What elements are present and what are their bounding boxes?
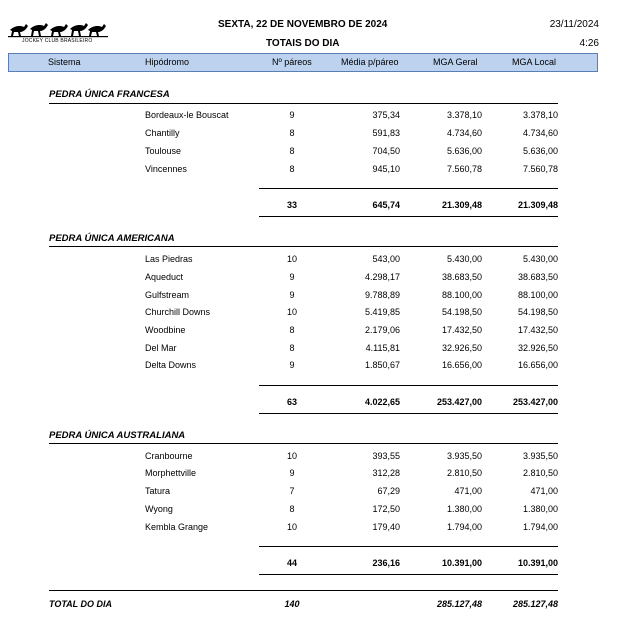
mga-local-value: 5.430,00 (522, 254, 558, 264)
mga-local-value: 2.810,50 (522, 468, 558, 478)
race-count: 8 (289, 128, 295, 138)
subtotal-races: 63 (286, 397, 297, 407)
avg-value: 1.850,67 (364, 360, 400, 370)
avg-value: 5.419,85 (364, 307, 400, 317)
report-date: 23/11/2024 (549, 19, 599, 30)
race-count: 10 (286, 451, 297, 461)
mga-geral-value: 3.378,10 (446, 110, 482, 120)
avg-value: 704,50 (372, 146, 400, 156)
subtotal-avg: 236,16 (372, 558, 400, 568)
mga-local-value: 1.794,00 (522, 522, 558, 532)
mga-local-value: 3.935,50 (522, 451, 558, 461)
track-name: Cranbourne (145, 451, 193, 461)
mga-local-value: 16.656,00 (517, 360, 558, 370)
track-name: Tatura (145, 486, 171, 496)
race-count: 10 (286, 307, 297, 317)
mga-geral-value: 1.380,00 (446, 504, 482, 514)
race-count: 9 (289, 468, 295, 478)
mga-local-value: 7.560,78 (522, 164, 558, 174)
race-count: 9 (289, 110, 295, 120)
avg-value: 4.298,17 (364, 272, 400, 282)
avg-value: 945,10 (372, 164, 400, 174)
mga-geral-value: 54.198,50 (441, 307, 482, 317)
col-header-mga-geral: MGA Geral (433, 57, 478, 67)
track-name: Delta Downs (145, 360, 197, 370)
avg-value: 172,50 (372, 504, 400, 514)
race-count: 7 (289, 486, 295, 496)
section-title: PEDRA ÚNICA FRANCESA (49, 89, 170, 100)
subtotal-geral: 253.427,00 (436, 397, 482, 407)
track-name: Aqueduct (145, 272, 184, 282)
section-divider (49, 103, 558, 104)
avg-value: 393,55 (372, 451, 400, 461)
col-header-mga-local: MGA Local (512, 57, 557, 67)
col-header-n-pareos: Nº páreos (272, 57, 312, 67)
mga-local-value: 38.683,50 (517, 272, 558, 282)
logo-text: JOCKEY CLUB BRASILEIRO (22, 38, 93, 44)
mga-geral-value: 88.100,00 (441, 290, 482, 300)
race-count: 8 (289, 146, 295, 156)
race-count: 9 (289, 290, 295, 300)
track-name: Woodbine (145, 325, 186, 335)
track-name: Vincennes (145, 164, 187, 174)
mga-geral-value: 1.794,00 (446, 522, 482, 532)
track-name: Kembla Grange (145, 522, 209, 532)
subtotal-divider (259, 385, 558, 386)
report-subtitle: TOTAIS DO DIA (266, 38, 340, 49)
track-name: Chantilly (145, 128, 180, 138)
jockey-club-logo (8, 18, 108, 46)
mga-geral-value: 5.430,00 (446, 254, 482, 264)
section-title: PEDRA ÚNICA AMERICANA (49, 233, 175, 244)
avg-value: 2.179,06 (364, 325, 400, 335)
mga-local-value: 471,00 (530, 486, 558, 496)
subtotal-geral: 21.309,48 (441, 200, 482, 210)
mga-geral-value: 17.432,50 (441, 325, 482, 335)
mga-geral-value: 3.935,50 (446, 451, 482, 461)
track-name: Morphettville (145, 468, 197, 478)
avg-value: 9.788,89 (364, 290, 400, 300)
track-name: Gulfstream (145, 290, 190, 300)
mga-local-value: 88.100,00 (517, 290, 558, 300)
mga-geral-value: 5.636,00 (446, 146, 482, 156)
race-count: 10 (286, 522, 297, 532)
subtotal-divider (259, 574, 558, 575)
track-name: Toulouse (145, 146, 182, 156)
track-name: Las Piedras (145, 254, 193, 264)
track-name: Churchill Downs (145, 307, 211, 317)
avg-value: 312,28 (372, 468, 400, 478)
avg-value: 543,00 (372, 254, 400, 264)
race-count: 9 (289, 360, 295, 370)
grand-total-races: 140 (284, 599, 300, 609)
race-count: 8 (289, 504, 295, 514)
subtotal-local: 253.427,00 (512, 397, 558, 407)
report-title: SEXTA, 22 DE NOVEMBRO DE 2024 (218, 19, 388, 30)
subtotal-races: 44 (286, 558, 297, 568)
mga-local-value: 17.432,50 (517, 325, 558, 335)
grand-total-divider (49, 590, 558, 591)
subtotal-divider (259, 413, 558, 414)
report-time: 4:26 (579, 38, 599, 49)
mga-local-value: 4.734,60 (522, 128, 558, 138)
mga-geral-value: 38.683,50 (441, 272, 482, 282)
race-count: 8 (289, 325, 295, 335)
col-header-media: Média p/páreo (341, 57, 399, 67)
avg-value: 179,40 (372, 522, 400, 532)
subtotal-avg: 645,74 (372, 200, 400, 210)
subtotal-local: 21.309,48 (517, 200, 558, 210)
mga-geral-value: 471,00 (454, 486, 482, 496)
subtotal-geral: 10.391,00 (441, 558, 482, 568)
race-count: 10 (286, 254, 297, 264)
avg-value: 375,34 (372, 110, 400, 120)
race-count: 8 (289, 343, 295, 353)
avg-value: 4.115,81 (365, 343, 400, 353)
col-header-hipodromo: Hipódromo (145, 57, 190, 67)
track-name: Bordeaux-le Bouscat (145, 110, 229, 120)
mga-geral-value: 32.926,50 (441, 343, 482, 353)
section-divider (49, 246, 558, 247)
col-header-sistema: Sistema (48, 57, 81, 67)
avg-value: 67,29 (377, 486, 400, 496)
mga-local-value: 3.378,10 (522, 110, 558, 120)
section-divider (49, 443, 558, 444)
mga-geral-value: 4.734,60 (446, 128, 482, 138)
track-name: Del Mar (145, 343, 177, 353)
subtotal-avg: 4.022,65 (364, 397, 400, 407)
mga-local-value: 5.636,00 (522, 146, 558, 156)
avg-value: 591,83 (372, 128, 400, 138)
mga-local-value: 1.380,00 (522, 504, 558, 514)
race-count: 9 (289, 272, 295, 282)
mga-local-value: 32.926,50 (517, 343, 558, 353)
grand-total-geral: 285.127,48 (436, 599, 482, 609)
subtotal-divider (259, 188, 558, 189)
mga-local-value: 54.198,50 (517, 307, 558, 317)
race-count: 8 (289, 164, 295, 174)
mga-geral-value: 7.560,78 (446, 164, 482, 174)
track-name: Wyong (145, 504, 173, 514)
subtotal-divider (259, 546, 558, 547)
section-title: PEDRA ÚNICA AUSTRALIANA (49, 430, 186, 441)
mga-geral-value: 2.810,50 (446, 468, 482, 478)
subtotal-local: 10.391,00 (517, 558, 558, 568)
subtotal-races: 33 (286, 200, 297, 210)
grand-total-local: 285.127,48 (512, 599, 558, 609)
mga-geral-value: 16.656,00 (441, 360, 482, 370)
horses-silhouette-icon (8, 18, 108, 38)
subtotal-divider (259, 216, 558, 217)
grand-total-label: TOTAL DO DIA (49, 599, 112, 609)
